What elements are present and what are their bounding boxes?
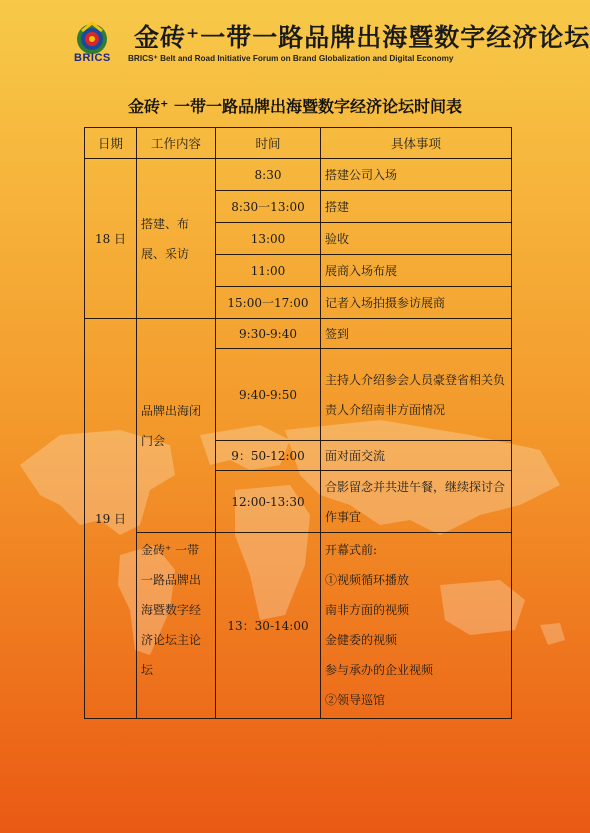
forum-english-title: BRICS⁺ Belt and Road Initiative Forum on Brand Globalization and Digital Economy (128, 54, 454, 63)
work-cell-main-forum: 金砖⁺ 一带一路品牌出海暨数字经济论坛主论坛 (137, 533, 216, 719)
item-cell: 签到 (321, 319, 512, 349)
item-cell: 记者入场拍摄参访展商 (321, 287, 512, 319)
time-cell: 8:30一13:00 (216, 191, 321, 223)
item-cell: 搭建公司入场 (321, 159, 512, 191)
header-item: 具体事项 (321, 128, 512, 159)
table-row (85, 533, 512, 719)
item-cell: 搭建 (321, 191, 512, 223)
forum-header (0, 0, 590, 80)
time-cell: 15:00一17:00 (216, 287, 321, 319)
item-cell: 面对面交流 (321, 441, 512, 471)
agenda-line: ②领导巡馆 (325, 693, 386, 707)
time-cell: 12:00-13:30 (216, 471, 321, 533)
brics-logo-label: BRICS (74, 52, 111, 64)
agenda-line: 金健委的视频 (325, 633, 398, 647)
time-cell: 11:00 (216, 255, 321, 287)
header-date: 日期 (85, 128, 137, 159)
page-title: 金砖⁺ 一带一路品牌出海暨数字经济论坛时间表 (127, 97, 463, 116)
header-work: 工作内容 (137, 128, 216, 159)
date-cell-19: 19 日 (85, 319, 137, 719)
item-cell: 合影留念并共进午餐，继续探讨合作事宜 (321, 471, 512, 533)
time-cell: 9:40-9:50 (216, 349, 321, 441)
forum-calligraphy-title: 金砖⁺一带一路品牌出海暨数字经济论坛 (134, 23, 590, 52)
table-header-row (85, 128, 512, 159)
time-cell: 8:30 (216, 159, 321, 191)
item-cell: 验收 (321, 223, 512, 255)
time-cell: 9：50-12:00 (216, 441, 321, 471)
time-cell: 13:00 (216, 223, 321, 255)
table-row (85, 159, 512, 191)
agenda-line: 开幕式前: (325, 543, 378, 557)
work-cell-setup: 搭建、布展、采访 (137, 159, 216, 319)
item-cell-opening-agenda (321, 533, 512, 719)
date-cell-18: 18 日 (85, 159, 137, 319)
agenda-line: 参与承办的企业视频 (325, 663, 434, 677)
table-row (85, 319, 512, 349)
header-time: 时间 (216, 128, 321, 159)
schedule-table (84, 127, 512, 719)
time-cell: 9:30-9:40 (216, 319, 321, 349)
time-cell: 13：30-14:00 (216, 533, 321, 719)
item-cell: 主持人介绍参会人员豪登省相关负责人介绍南非方面情况 (321, 349, 512, 441)
agenda-line: 南非方面的视频 (325, 603, 410, 617)
item-cell: 展商入场布展 (321, 255, 512, 287)
work-cell-closed-meeting: 品牌出海闭门会 (137, 319, 216, 533)
agenda-line: ①视频循环播放 (325, 573, 410, 587)
